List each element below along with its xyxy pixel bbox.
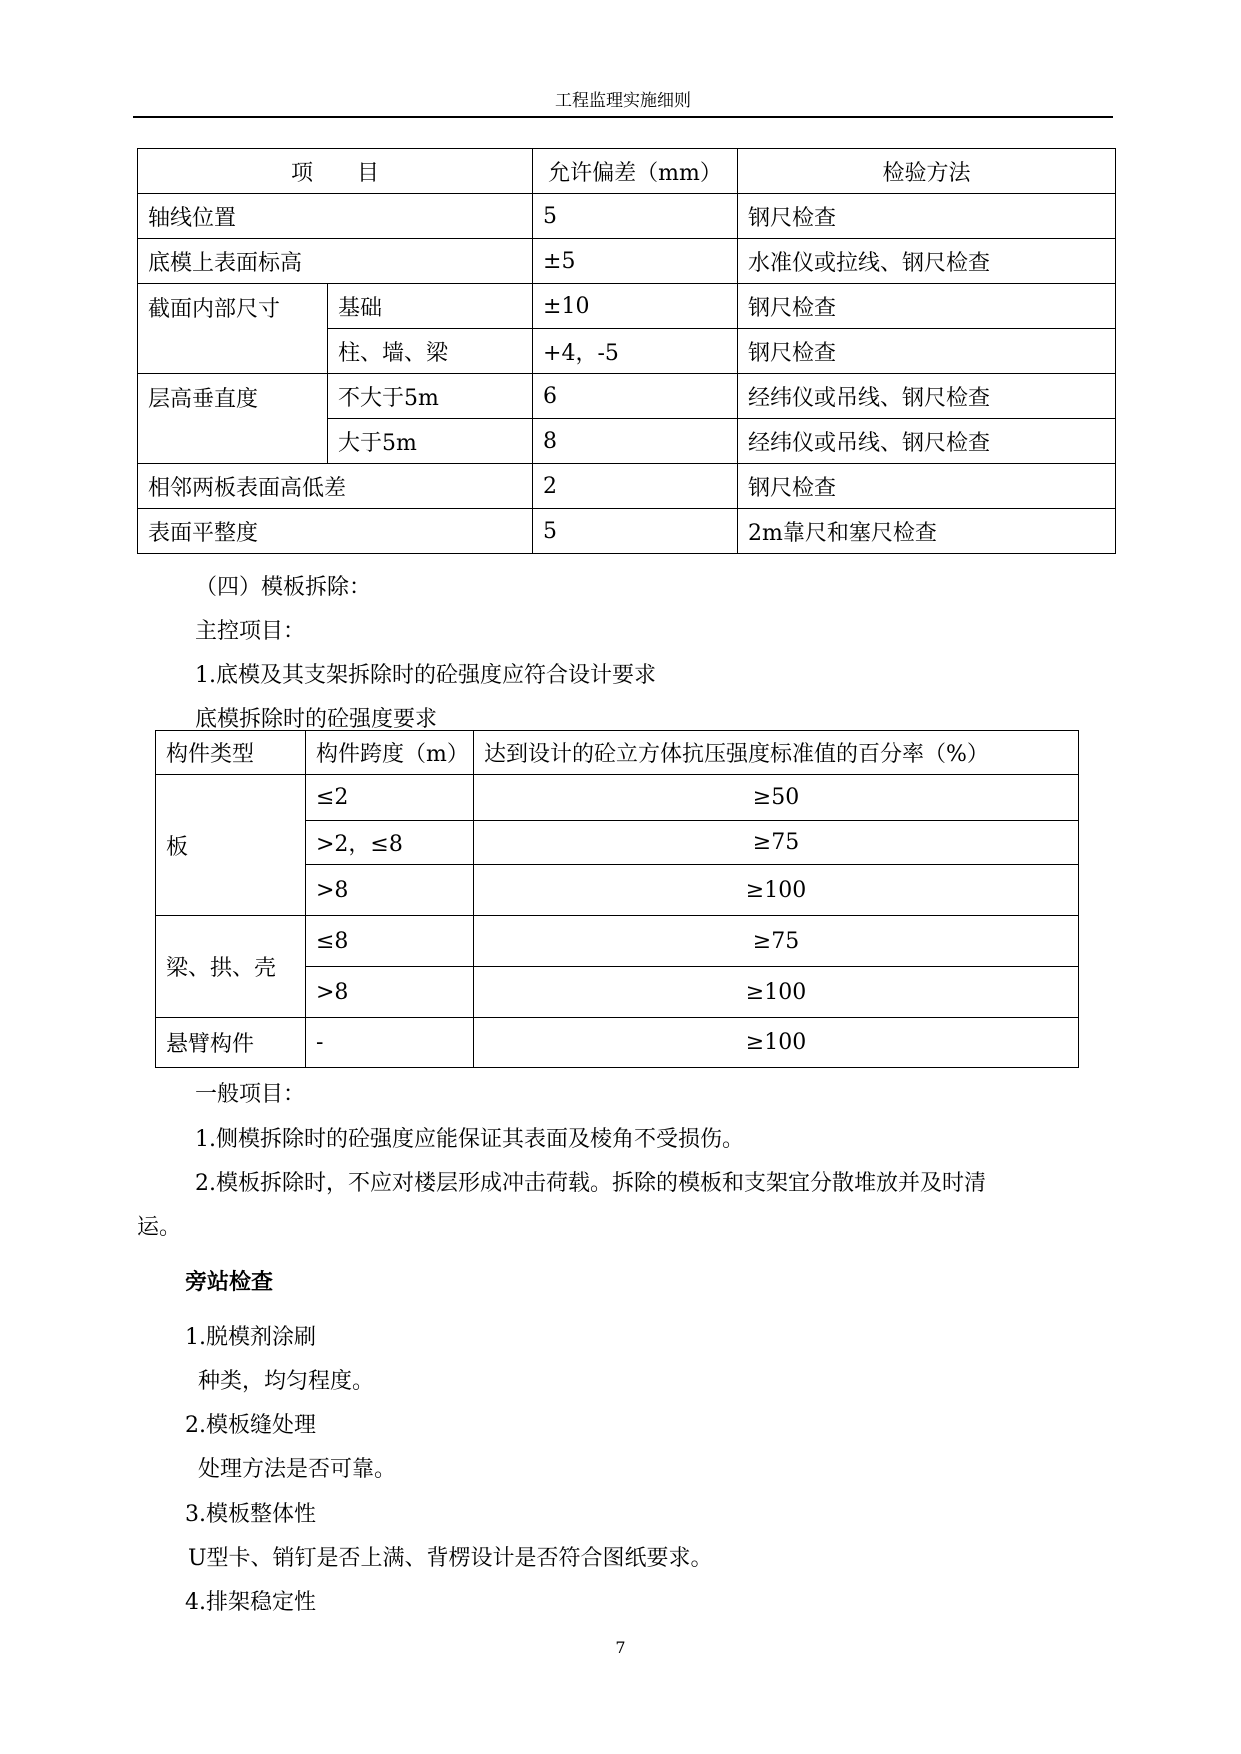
table-cell: >2，≤8 xyxy=(306,821,474,865)
paragraph: 1.侧模拆除时的砼强度应能保证其表面及棱角不受损伤。 xyxy=(195,1127,744,1152)
table-caption: 底模拆除时的砼强度要求 xyxy=(195,707,438,732)
table-cell: ≤8 xyxy=(306,916,474,967)
table-cell: 梁、拱、壳 xyxy=(156,916,306,1018)
header-cell: 项 目 xyxy=(138,149,533,194)
paragraph: 一般项目： xyxy=(195,1082,306,1107)
table-cell: 层高垂直度 xyxy=(138,374,328,464)
section-heading: （四）模板拆除： xyxy=(195,575,372,600)
list-item-detail: U型卡、销钉是否上满、背楞设计是否符合图纸要求。 xyxy=(188,1546,713,1571)
table-cell: +4，-5 xyxy=(533,329,738,374)
table-cell: 大于5m xyxy=(328,419,533,464)
list-item-detail: 处理方法是否可靠。 xyxy=(198,1457,397,1482)
paragraph: 2.模板拆除时，不应对楼层形成冲击荷载。拆除的模板和支架宜分散堆放并及时清 xyxy=(195,1171,986,1196)
table-cell: 经纬仪或吊线、钢尺检查 xyxy=(738,419,1116,464)
table-cell: 柱、墙、梁 xyxy=(328,329,533,374)
table-cell: 不大于5m xyxy=(328,374,533,419)
table-cell: ≥75 xyxy=(474,916,1079,967)
table-row xyxy=(138,464,1116,509)
table-cell: 钢尺检查 xyxy=(738,464,1116,509)
table-header-row xyxy=(156,731,1079,775)
table-cell: 悬臂构件 xyxy=(156,1018,306,1068)
list-item: 1.脱模剂涂刷 xyxy=(185,1325,316,1350)
table-row xyxy=(156,1018,1079,1068)
header-cell: 构件类型 xyxy=(156,731,306,775)
table-cell: 相邻两板表面高低差 xyxy=(138,464,533,509)
table-cell: 钢尺检查 xyxy=(738,329,1116,374)
header-rule xyxy=(133,116,1113,118)
table-cell: 8 xyxy=(533,419,738,464)
table-cell: 2m靠尺和塞尺检查 xyxy=(738,509,1116,554)
table-cell: 截面内部尺寸 xyxy=(138,284,328,374)
table-cell: ≥100 xyxy=(474,1018,1079,1068)
formwork-tolerance-table xyxy=(137,148,1116,554)
table-cell: ≥100 xyxy=(474,865,1079,916)
table-cell: 5 xyxy=(533,509,738,554)
header-cell: 检验方法 xyxy=(738,149,1116,194)
page-number: 7 xyxy=(615,1638,626,1657)
table-row xyxy=(138,509,1116,554)
table-row xyxy=(156,775,1079,821)
table-cell: - xyxy=(306,1018,474,1068)
table-cell: ≥100 xyxy=(474,967,1079,1018)
table-row xyxy=(138,284,1116,329)
table-row xyxy=(138,374,1116,419)
list-item: 2.模板缝处理 xyxy=(185,1413,316,1438)
table-cell: >8 xyxy=(306,967,474,1018)
table-cell: 底模上表面标高 xyxy=(138,239,533,284)
table-cell: ±10 xyxy=(533,284,738,329)
table-cell: ≤2 xyxy=(306,775,474,821)
running-header: 工程监理实施细则 xyxy=(555,91,691,111)
table-cell: 6 xyxy=(533,374,738,419)
table-cell: ≥75 xyxy=(474,821,1079,865)
header-cell: 允许偏差（mm） xyxy=(533,149,738,194)
paragraph: 运。 xyxy=(137,1215,182,1240)
table-row xyxy=(156,916,1079,967)
paragraph: 主控项目： xyxy=(195,619,306,644)
table-cell: 5 xyxy=(533,194,738,239)
table-cell: ≥50 xyxy=(474,775,1079,821)
table-cell: 经纬仪或吊线、钢尺检查 xyxy=(738,374,1116,419)
list-item: 3.模板整体性 xyxy=(185,1502,316,1527)
table-cell: 轴线位置 xyxy=(138,194,533,239)
table-header-row xyxy=(138,149,1116,194)
table-cell: >8 xyxy=(306,865,474,916)
table-cell: 钢尺检查 xyxy=(738,284,1116,329)
paragraph: 1.底模及其支架拆除时的砼强度应符合设计要求 xyxy=(195,663,656,688)
section-heading: 旁站检查 xyxy=(185,1269,274,1295)
table-cell: 钢尺检查 xyxy=(738,194,1116,239)
table-cell: 2 xyxy=(533,464,738,509)
list-item: 4.排架稳定性 xyxy=(185,1590,316,1615)
table-cell: ±5 xyxy=(533,239,738,284)
list-item-detail: 种类，均匀程度。 xyxy=(198,1369,375,1394)
table-cell: 板 xyxy=(156,775,306,916)
table-row xyxy=(138,239,1116,284)
header-cell: 达到设计的砼立方体抗压强度标准值的百分率（%） xyxy=(474,731,1079,775)
table-cell: 基础 xyxy=(328,284,533,329)
table-cell: 水准仪或拉线、钢尺检查 xyxy=(738,239,1116,284)
table-cell: 表面平整度 xyxy=(138,509,533,554)
concrete-strength-table xyxy=(155,730,1079,1068)
header-cell: 构件跨度（m） xyxy=(306,731,474,775)
table-row xyxy=(138,194,1116,239)
